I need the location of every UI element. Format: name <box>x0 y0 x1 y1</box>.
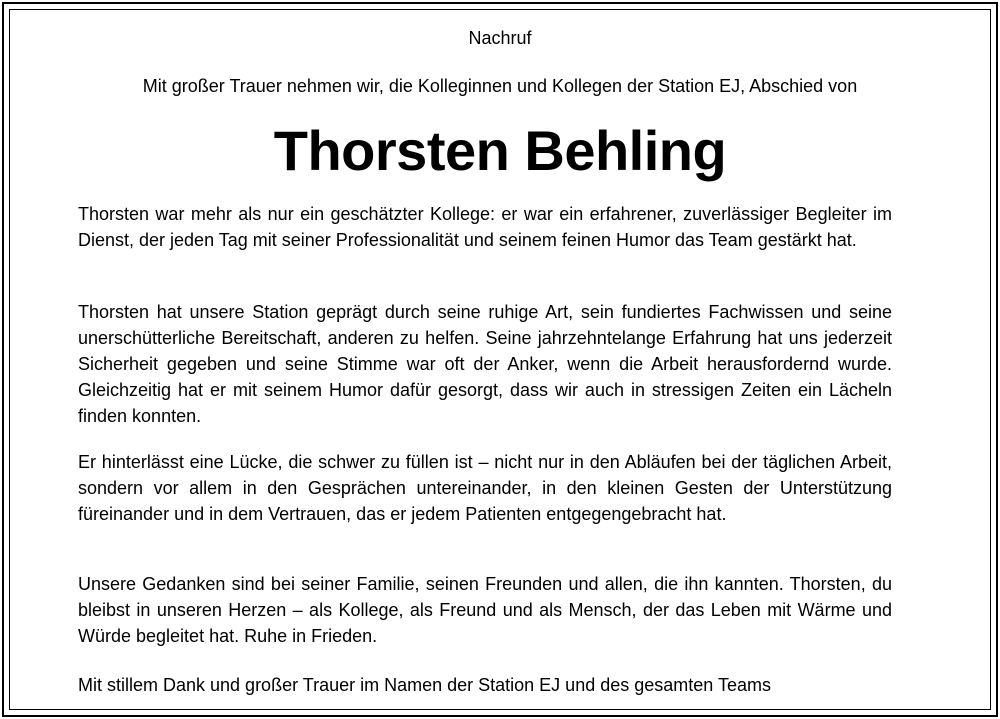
paragraph-4: Unsere Gedanken sind bei seiner Familie, seinen Freunden und allen, die ihn kannten. Thorsten, du bleibst in unseren Herzen – als Kollege, als Freund und als Mensch, der das Leben mit Wärme und Würde begleitet hat. Ruhe in Frieden. <box>78 574 892 646</box>
paragraph-2: Thorsten hat unsere Station geprägt durch seine ruhige Art, sein fundiertes Fachwissen und seine unerschütterliche Bereitschaft, anderen zu helfen. Seine jahrzehntelange Erfahrung hat uns jederzeit Sicherheit gegeben und seine Stimme war oft der Anker, wenn die Arbeit herausfordernd wurde. Gleichzeitig hat er mit seinem Humor dafür gesorgt, dass wir auch in stressigen Zeiten ein Lächeln finden konnten. <box>78 302 892 426</box>
notice-label: Nachruf <box>468 28 532 48</box>
closing-line: Mit stillem Dank und großer Trauer im Namen der Station EJ und des gesamten Teams <box>78 675 771 695</box>
paragraph-3: Er hinterlässt eine Lücke, die schwer zu füllen ist – nicht nur in den Abläufen bei der täglichen Arbeit, sondern vor allem in den Gesprächen untereinander, in den kleinen Gesten der Unterstützung füreinander und in dem Vertrauen, das er jedem Patienten entgegengebracht hat. <box>78 452 892 524</box>
intro-line: Mit großer Trauer nehmen wir, die Kolleginnen und Kollegen der Station EJ, Abschied von <box>142 76 858 96</box>
paragraph-1: Thorsten war mehr als nur ein geschätzter Kollege: er war ein erfahrener, zuverlässiger Begleiter im Dienst, der jeden Tag mit seiner Professionalität und seinem feinen Humor das Team gestärkt hat. <box>78 204 892 250</box>
deceased-name: Thorsten Behling <box>273 119 727 182</box>
